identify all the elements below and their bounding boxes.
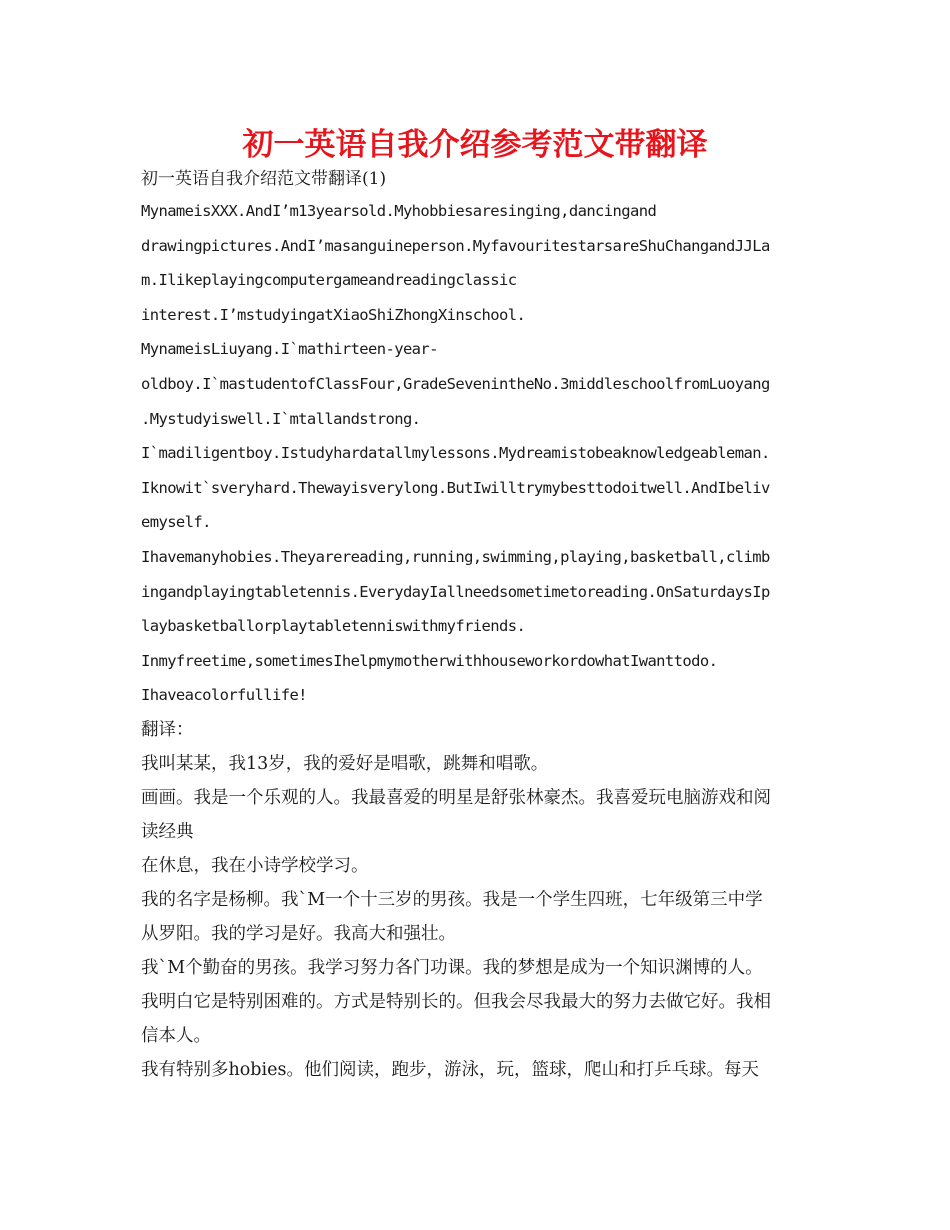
english-line: Inmyfreetime,sometimesIhelpmymotherwithhouseworkordowhatIwanttodo. — [141, 651, 718, 670]
translation-line: 我的名字是杨柳。我`M一个十三岁的男孩。我是一个学生四班，七年级第三中学 — [141, 889, 763, 910]
translation-line: 从罗阳。我的学习是好。我高大和强壮。 — [141, 923, 456, 944]
english-line: oldboy.I`mastudentofClassFour,GradeSevenintheNo.3middleschoolfromLuoyang — [141, 374, 770, 393]
english-line: Iknowit`sveryhard.Thewayisverylong.ButIwilltrymybesttodoitwell.AndIbeliv — [141, 478, 770, 497]
english-line: ingandplayingtabletennis.EverydayIallneedsometimetoreading.OnSaturdaysIp — [141, 582, 770, 601]
english-line: laybasketballorplaytabletenniswithmyfriends. — [141, 617, 526, 636]
translation-label: 翻译： — [141, 719, 194, 740]
translation-line: 我有特别多hobies。他们阅读，跑步，游泳，玩，篮球，爬山和打乒乓球。每天 — [141, 1059, 759, 1080]
document-subtitle: 初一英语自我介绍范文带翻译(1) — [141, 169, 387, 189]
english-line: MynameisXXX.AndI’m13yearsold.Myhobbiesaresinging,dancingand — [141, 202, 657, 220]
english-line: MynameisLiuyang.I`mathirteen-year- — [141, 340, 438, 359]
translation-line: 信本人。 — [141, 1025, 211, 1046]
english-line: I`madiligentboy.Istudyhardatallmylessons.Mydreamistobeaknowledgeableman. — [141, 444, 770, 463]
translation-line: 我明白它是特别困难的。方式是特别长的。但我会尽我最大的努力去做它好。我相 — [141, 991, 771, 1012]
translation-line: 画画。我是一个乐观的人。我最喜爱的明星是舒张林豪杰。我喜爱玩电脑游戏和阅 — [141, 787, 771, 808]
english-line: .Mystudyiswell.I`mtallandstrong. — [141, 409, 421, 428]
translation-line: 读经典 — [141, 821, 194, 842]
translation-line: 我`M个勤奋的男孩。我学习努力各门功课。我的梦想是成为一个知识渊博的人。 — [141, 957, 763, 978]
english-line: m.Ilikeplayingcomputergameandreadingclassic — [141, 271, 517, 290]
english-line: drawingpictures.AndI’masanguineperson.MyfavouritestarsareShuChangandJJLa — [141, 236, 770, 255]
translation-line: 在休息，我在小诗学校学习。 — [141, 855, 369, 876]
english-line: interest.I’mstudyingatXiaoShiZhongXinschool. — [141, 305, 526, 324]
translation-line: 我叫某某，我13岁，我的爱好是唱歌，跳舞和唱歌。 — [141, 753, 549, 774]
document-body — [141, 164, 813, 1087]
english-essay — [141, 194, 813, 713]
document-title: 初一英语自我介绍参考范文带翻译 — [242, 127, 708, 163]
english-line: emyself. — [141, 513, 211, 532]
chinese-translation — [141, 747, 813, 1087]
english-line: Ihavemanyhobies.Theyarereading,running,swimming,playing,basketball,climb — [141, 547, 770, 566]
english-line: Ihaveacolorfullife! — [141, 686, 307, 705]
